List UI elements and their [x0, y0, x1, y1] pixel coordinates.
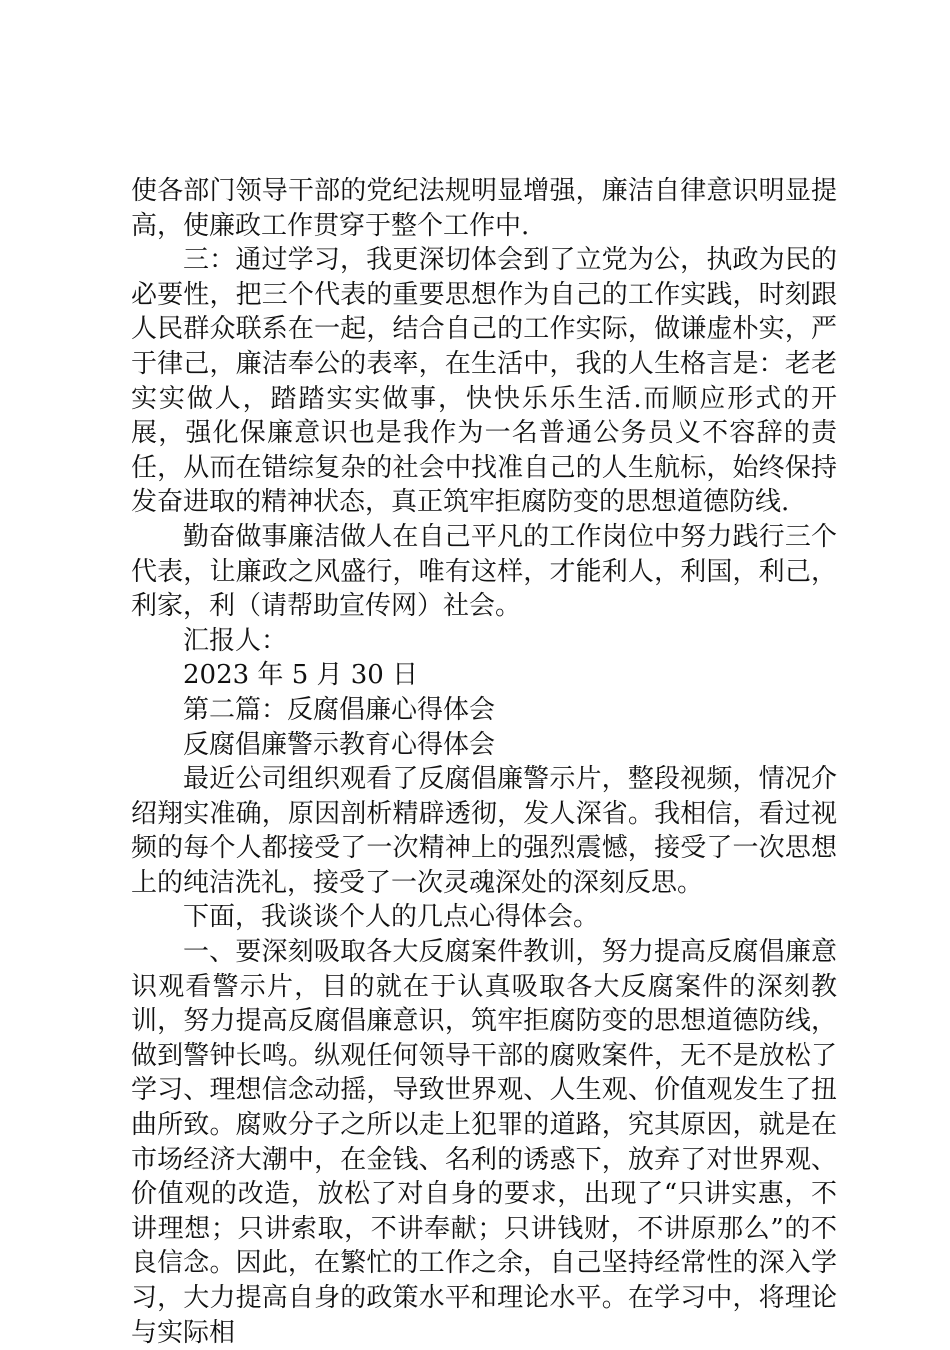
paragraph-5: 下面，我谈谈个人的几点心得体会。 — [183, 902, 600, 933]
paragraph-6: 一、要深刻吸取各大反腐案件教训，努力提高反腐倡廉意识观看警示片，目的就在于认真吸取各大反腐案件的深刻教训，努力提高反腐倡廉意识，筑牢拒腐防变的思想道德防线，做到警钟长鸣。纵观任何领导干部的腐败案件，无不是放松了学习、理想信念动摇，导致世界观、人生观、价值观发生了扭曲所致。腐败分子之所以走上犯罪的道路，究其原因，就是在市场经济大潮中，在金钱、名利的诱惑下，放弃了对世界观、价值观的改造，放松了对自身的要求，出现了“只讲实惠，不讲理想；只讲索取，不讲奉献；只讲钱财，不讲原那么”的不良信念。因此，在繁忙的工作之余，自己坚持经常性的深入学习，大力提高自身的政策水平和理论水平。在学习中，将理论与实际相 — [131, 937, 837, 1348]
reporter-line: 汇报人： — [183, 625, 288, 656]
paragraph-2: 三：通过学习，我更深切体会到了立党为公，执政为民的必要性，把三个代表的重要思想作为自己的工作实践，时刻跟人民群众联系在一起，结合自己的工作实际，做谦虚朴实，严于律己，廉洁奉公的表率，在生活中，我的人生格言是：老老实实做人，踏踏实实做事，快快乐乐生活.而顺应形式的开展，强化保廉意识也是我作为一名普通公务员义不容辞的责任，从而在错综复杂的社会中找准自己的人生航标，始终保持发奋进取的精神状态，真正筑牢拒腐防变的思想道德防线. — [131, 245, 837, 518]
section-heading: 第二篇：反腐倡廉心得体会 — [183, 694, 496, 725]
document-body — [131, 174, 837, 1350]
date-line: 2023 年 5 月 30 日 — [183, 660, 419, 691]
paragraph-4: 最近公司组织观看了反腐倡廉警示片，整段视频，情况介绍翔实准确，原因剖析精辟透彻，发人深省。我相信，看过视频的每个人都接受了一次精神上的强烈震憾，接受了一次思想上的纯洁洗礼，接受了一次灵魂深处的深刻反思。 — [131, 764, 837, 898]
paragraph-1: 使各部门领导干部的党纪法规明显增强，廉洁自律意识明显提高，使廉政工作贯穿于整个工作中. — [131, 176, 837, 241]
section-subtitle: 反腐倡廉警示教育心得体会 — [183, 729, 496, 760]
paragraph-3: 勤奋做事廉洁做人在自己平凡的工作岗位中努力践行三个代表，让廉政之风盛行，唯有这样，才能利人，利国，利己，利家，利（请帮助宣传网）社会。 — [131, 521, 837, 622]
